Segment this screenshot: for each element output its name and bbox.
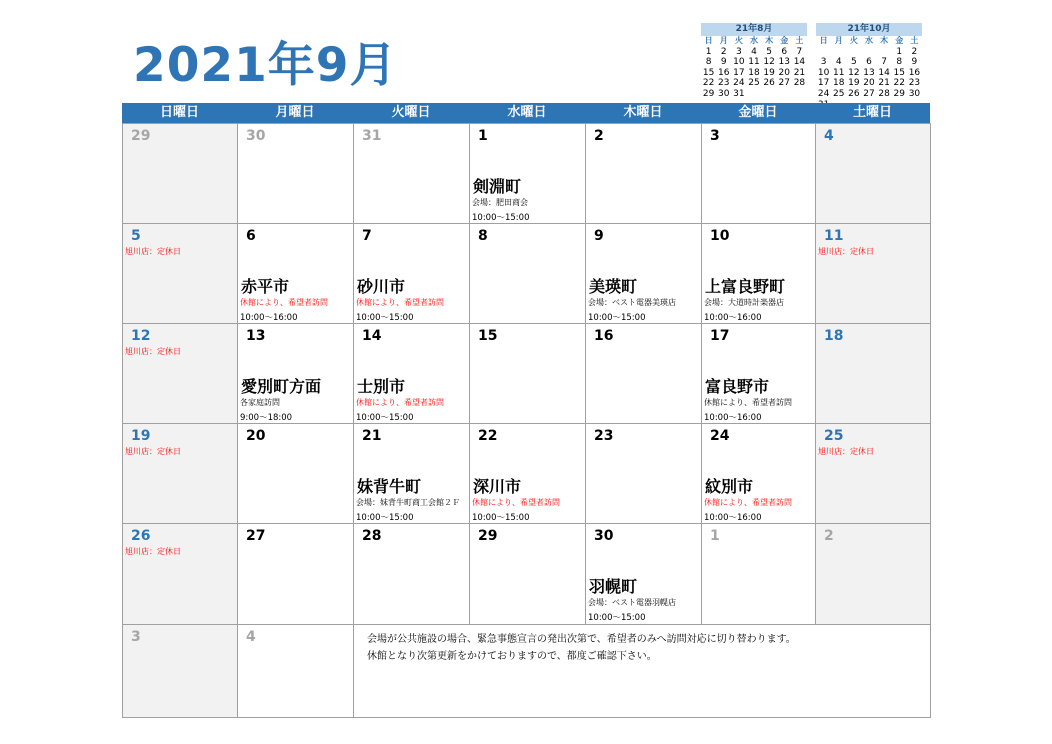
mini-week-row — [701, 68, 807, 79]
day-cell — [469, 223, 586, 324]
event-town: 羽幌町 — [589, 577, 638, 596]
mini-week-row — [701, 57, 807, 68]
mini-weekday-label: 土 — [910, 36, 919, 45]
day-number: 5 — [131, 228, 141, 244]
day-cell — [701, 423, 816, 524]
weekday-header: 水曜日 — [507, 105, 547, 120]
mini-day: 2 — [720, 46, 727, 57]
mini-day: 5 — [766, 46, 772, 57]
mini-day: 1 — [896, 46, 903, 57]
day-cell — [353, 423, 470, 524]
day-number: 25 — [824, 428, 844, 444]
day-number: 3 — [710, 128, 720, 144]
event-venue: 会場：妹背牛町商工会館２Ｆ — [356, 498, 460, 507]
day-number: 7 — [362, 228, 372, 244]
mini-day: 13 — [778, 57, 790, 68]
day-cell — [469, 423, 586, 524]
event-time: 10:00～15:00 — [472, 213, 530, 223]
mini-weekday-label: 月 — [834, 36, 843, 45]
day-number: 15 — [478, 328, 498, 344]
day-number: 21 — [362, 428, 382, 444]
mini-day: 2 — [911, 46, 918, 57]
weekday-header: 金曜日 — [738, 105, 778, 120]
event-town: 妹背牛町 — [357, 477, 422, 496]
day-cell — [815, 523, 931, 625]
mini-day: 28 — [793, 78, 806, 89]
mini-day — [762, 89, 777, 100]
mini-day: 14 — [793, 57, 806, 68]
day-number: 11 — [824, 228, 844, 244]
note-line: 休館となり次第更新をかけておりますので、都度ご確認下さい。 — [367, 651, 657, 662]
closed-day-note: 旭川店：定休日 — [125, 347, 181, 356]
event-time: 10:00～16:00 — [704, 413, 762, 423]
mini-day: 18 — [748, 67, 760, 78]
day-number: 4 — [824, 128, 834, 144]
day-number: 9 — [594, 228, 604, 244]
day-cell — [237, 624, 354, 718]
mini-weekday-label: 火 — [849, 36, 858, 45]
event-town: 砂川市 — [357, 277, 406, 296]
mini-day — [792, 89, 807, 100]
mini-day: 26 — [848, 88, 860, 99]
weekday-header: 日曜日 — [159, 105, 199, 120]
day-number: 3 — [131, 629, 141, 645]
mini-day: 24 — [817, 88, 830, 99]
mini-day: 7 — [796, 46, 803, 57]
mini-calendar-header: 21年8月 — [701, 23, 807, 36]
mini-day: 3 — [735, 46, 742, 57]
mini-day: 9 — [911, 57, 918, 68]
mini-day — [877, 47, 892, 58]
mini-day — [816, 47, 831, 58]
mini-day: 1 — [705, 46, 712, 57]
day-number: 1 — [710, 528, 720, 544]
mini-day — [777, 89, 792, 100]
day-number: 28 — [362, 528, 382, 544]
day-cell — [122, 523, 238, 625]
day-number: 10 — [710, 228, 730, 244]
mini-weekday-label: 金 — [895, 36, 904, 45]
day-number: 20 — [246, 428, 266, 444]
weekday-header: 土曜日 — [852, 105, 892, 120]
mini-weekday-label: 月 — [719, 36, 728, 45]
day-cell — [237, 323, 354, 424]
mini-day: 30 — [717, 88, 730, 99]
mini-weekday-label: 木 — [765, 36, 774, 45]
closed-day-note: 旭川店：定休日 — [125, 547, 181, 556]
mini-day: 6 — [866, 57, 872, 68]
day-cell — [353, 223, 470, 324]
day-number: 22 — [478, 428, 498, 444]
mini-day: 11 — [748, 57, 760, 68]
closed-day-note: 旭川店：定休日 — [818, 447, 874, 456]
day-number: 13 — [246, 328, 266, 344]
mini-week-row — [701, 78, 807, 89]
day-cell — [815, 123, 931, 224]
event-town: 美瑛町 — [589, 277, 638, 296]
day-cell — [122, 223, 238, 324]
mini-calendar-october — [816, 23, 922, 110]
closed-day-note: 旭川店：定休日 — [125, 247, 181, 256]
weekday-header: 月曜日 — [275, 105, 315, 120]
event-time: 9:00～18:00 — [240, 413, 293, 423]
mini-weekday-label: 金 — [780, 36, 789, 45]
event-town: 愛別町方面 — [241, 377, 322, 396]
mini-calendar-august — [701, 23, 807, 100]
day-cell — [237, 423, 354, 524]
mini-day — [831, 47, 846, 58]
event-town: 士別市 — [357, 377, 406, 396]
day-number: 26 — [131, 528, 151, 544]
mini-week-row — [816, 89, 922, 100]
mini-calendar-table — [816, 36, 922, 110]
event-venue: 各家庭訪問 — [240, 398, 280, 407]
event-time: 10:00～15:00 — [356, 313, 414, 323]
mini-week-row — [816, 78, 922, 89]
day-number: 30 — [246, 128, 266, 144]
day-number: 27 — [246, 528, 266, 544]
event-town: 富良野市 — [705, 377, 770, 396]
day-cell — [815, 323, 931, 424]
mini-weekday-label: 火 — [734, 36, 743, 45]
day-cell — [815, 223, 931, 324]
mini-day: 23 — [908, 78, 921, 89]
mini-day: 29 — [702, 88, 715, 99]
mini-day: 20 — [778, 67, 790, 78]
mini-week-row — [701, 47, 807, 58]
event-venue: 会場：大道時計楽器店 — [704, 298, 784, 307]
mini-calendar-header: 21年10月 — [816, 23, 922, 36]
mini-day: 28 — [878, 88, 890, 99]
day-number: 29 — [478, 528, 498, 544]
mini-day: 20 — [863, 78, 875, 89]
day-number: 18 — [824, 328, 844, 344]
mini-day: 12 — [763, 57, 775, 68]
weekday-header: 火曜日 — [391, 105, 431, 120]
calendar-grid — [122, 123, 930, 717]
mini-weekday-label: 水 — [749, 36, 758, 45]
event-time: 10:00～16:00 — [240, 313, 298, 323]
event-time: 10:00～16:00 — [704, 513, 762, 523]
mini-day: 5 — [850, 57, 857, 68]
day-cell — [701, 523, 816, 625]
event-time: 10:00～15:00 — [472, 513, 530, 523]
event-venue: 会場：ベスト電器羽幌店 — [588, 598, 676, 607]
day-cell — [469, 323, 586, 424]
mini-day: 4 — [835, 57, 842, 68]
event-venue: 休館により、希望者訪問 — [240, 298, 328, 307]
event-time: 10:00～15:00 — [356, 413, 414, 423]
mini-day: 10 — [817, 67, 830, 78]
day-cell — [585, 423, 702, 524]
day-cell — [701, 123, 816, 224]
mini-day: 11 — [832, 67, 845, 78]
day-cell — [701, 323, 816, 424]
day-number: 19 — [131, 428, 151, 444]
event-town: 上富良野町 — [705, 277, 786, 296]
mini-week-row — [816, 47, 922, 58]
day-cell — [122, 624, 238, 718]
day-cell — [585, 123, 702, 224]
mini-day: 22 — [893, 78, 905, 89]
day-cell — [585, 223, 702, 324]
day-number: 31 — [362, 128, 382, 144]
day-cell — [237, 223, 354, 324]
day-cell — [237, 523, 354, 625]
event-time: 10:00～15:00 — [588, 313, 646, 323]
mini-day: 31 — [733, 88, 745, 99]
mini-day: 7 — [881, 57, 887, 68]
day-number: 1 — [478, 128, 488, 144]
mini-day: 21 — [878, 78, 890, 89]
day-number: 30 — [594, 528, 614, 544]
day-number: 2 — [824, 528, 834, 544]
day-cell — [237, 123, 354, 224]
day-cell — [469, 523, 586, 625]
day-number: 17 — [710, 328, 730, 344]
mini-day: 6 — [781, 46, 788, 57]
day-cell — [585, 323, 702, 424]
event-time: 10:00～15:00 — [588, 613, 646, 623]
mini-weekday-label: 水 — [864, 36, 873, 45]
mini-day: 19 — [763, 67, 775, 78]
mini-day — [861, 47, 876, 58]
day-cell — [815, 423, 931, 524]
mini-weekday-label: 土 — [795, 36, 804, 45]
day-cell — [353, 523, 470, 625]
mini-day: 8 — [896, 57, 903, 68]
event-venue: 会場：肥田商会 — [472, 198, 528, 207]
closed-day-note: 旭川店：定休日 — [818, 247, 874, 256]
mini-day: 12 — [848, 67, 860, 78]
event-town: 赤平市 — [241, 277, 290, 296]
mini-day: 19 — [848, 78, 860, 89]
mini-day: 22 — [702, 78, 715, 89]
mini-day: 27 — [863, 88, 875, 99]
mini-day: 17 — [817, 78, 830, 89]
event-venue: 休館により、希望者訪問 — [704, 398, 792, 407]
notes-box — [353, 624, 931, 718]
day-cell — [122, 123, 238, 224]
mini-day: 16 — [908, 67, 921, 78]
mini-week-row — [701, 89, 807, 100]
mini-week-row — [816, 57, 922, 68]
day-number: 14 — [362, 328, 382, 344]
mini-day: 8 — [705, 57, 712, 68]
day-number: 29 — [131, 128, 151, 144]
mini-day: 10 — [733, 57, 745, 68]
day-cell — [122, 423, 238, 524]
day-number: 8 — [478, 228, 488, 244]
mini-day: 15 — [893, 67, 905, 78]
day-number: 23 — [594, 428, 614, 444]
mini-day: 17 — [733, 67, 745, 78]
event-time: 10:00～15:00 — [356, 513, 414, 523]
event-venue: 休館により、希望者訪問 — [472, 498, 560, 507]
event-venue: 休館により、希望者訪問 — [704, 498, 792, 507]
event-town: 紋別市 — [705, 477, 754, 496]
day-number: 12 — [131, 328, 151, 344]
mini-day: 18 — [832, 78, 845, 89]
day-cell — [469, 123, 586, 224]
mini-day: 25 — [832, 88, 845, 99]
mini-day — [746, 89, 761, 100]
mini-day: 9 — [720, 57, 727, 68]
day-cell — [585, 523, 702, 625]
mini-day: 30 — [908, 88, 921, 99]
day-number: 2 — [594, 128, 604, 144]
event-time: 10:00～16:00 — [704, 313, 762, 323]
mini-weekday-label: 木 — [880, 36, 889, 45]
mini-day — [846, 47, 861, 58]
day-number: 24 — [710, 428, 730, 444]
mini-day: 13 — [863, 67, 875, 78]
weekday-header-row — [122, 103, 930, 123]
day-cell — [353, 123, 470, 224]
mini-day: 21 — [793, 67, 806, 78]
mini-weekday-label: 日 — [704, 36, 713, 45]
day-cell — [122, 323, 238, 424]
note-line: 会場が公共施設の場合、緊急事態宣言の発出次第で、希望者のみへ訪問対応に切り替わります。 — [367, 634, 796, 645]
weekday-header: 木曜日 — [623, 105, 663, 120]
day-cell — [701, 223, 816, 324]
mini-day: 4 — [751, 46, 757, 57]
mini-day: 16 — [717, 67, 730, 78]
page-title: 2021年9月 — [133, 38, 398, 93]
day-number: 16 — [594, 328, 614, 344]
event-venue: 休館により、希望者訪問 — [356, 298, 444, 307]
mini-day: 23 — [717, 78, 730, 89]
closed-day-note: 旭川店：定休日 — [125, 447, 181, 456]
event-town: 剣淵町 — [473, 177, 522, 196]
mini-day: 24 — [733, 78, 745, 89]
mini-weekday-label: 日 — [819, 36, 828, 45]
event-venue: 休館により、希望者訪問 — [356, 398, 444, 407]
event-town: 深川市 — [473, 477, 522, 496]
mini-calendar-table — [701, 36, 807, 100]
mini-day: 29 — [893, 88, 905, 99]
mini-day: 3 — [820, 57, 827, 68]
month-calendar — [122, 103, 930, 717]
mini-day: 27 — [778, 78, 790, 89]
mini-day: 14 — [878, 67, 890, 78]
day-number: 4 — [246, 629, 256, 645]
event-venue: 会場：ベスト電器美瑛店 — [588, 298, 676, 307]
mini-day: 25 — [748, 78, 760, 89]
mini-day: 26 — [763, 78, 775, 89]
mini-week-row — [816, 68, 922, 79]
day-cell — [353, 323, 470, 424]
mini-day: 15 — [702, 67, 715, 78]
day-number: 6 — [246, 228, 256, 244]
